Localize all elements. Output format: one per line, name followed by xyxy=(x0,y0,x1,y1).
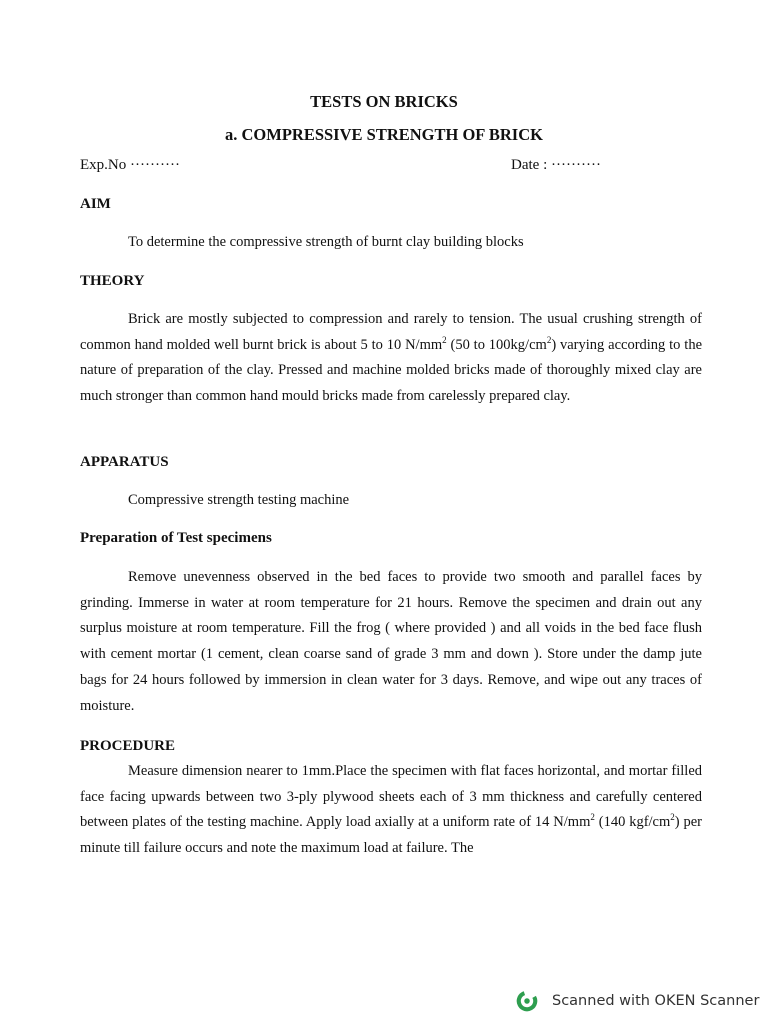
document-subtitle: a. COMPRESSIVE STRENGTH OF BRICK xyxy=(225,125,543,144)
theory-heading: THEORY xyxy=(80,273,145,289)
aim-heading: AIM xyxy=(80,196,111,212)
experiment-number: Exp.No ·········· xyxy=(80,157,180,173)
scanner-watermark xyxy=(516,990,759,1012)
theory-paragraph: Brick are mostly subjected to compression and rarely to tension. The usual crushing strength of common hand molded well burnt brick is about 5 to 10 $N/mm^2$ (50 to $100kg/cm^2$) varying according to the nature of preparation of the clay. Pressed and machine molded bricks made of thoroughly mixed clay are much stronger than common hand mould bricks made from carelessly prepared clay. xyxy=(80,311,703,405)
aim-text: To determine the compressive strength of burnt clay building blocks xyxy=(128,234,524,250)
experiment-date: Date : ·········· xyxy=(511,157,601,173)
apparatus-heading: APPARATUS xyxy=(80,454,169,470)
document-title: TESTS ON BRICKS xyxy=(310,92,458,111)
preparation-heading: Preparation of Test specimens xyxy=(80,530,272,546)
oken-logo-icon xyxy=(516,990,538,1012)
procedure-heading: PROCEDURE xyxy=(80,738,176,754)
apparatus-text: Compressive strength testing machine xyxy=(128,492,350,508)
procedure-paragraph: Measure dimension nearer to 1mm.Place the specimen with flat faces horizontal, and mortar filled face facing upwards between two 3-ply plywood sheets each of 3 mm thickness and carefully centered between plates of the testing machine. Apply load axially at a uniform rate of 14 $N/mm^2$ (140 kgf/$cm^2$) per minute till failure occurs and note the maximum load at failure. The xyxy=(80,763,703,857)
scanner-watermark-text: Scanned with OKEN Scanner xyxy=(552,993,760,1009)
preparation-paragraph: Remove unevenness observed in the bed faces to provide two smooth and parallel faces by grinding. Immerse in water at room temperature for 21 hours. Remove the specimen and drain out any surplus moisture at room temperature. Fill the frog ( where provided ) and all voids in the bed face flush with cement mortar (1 cement, clean coarse sand of grade 3 mm and down ). Store under the damp jute bags for 24 hours followed by immersion in clean water for 3 days. Remove, and wipe out any traces of moisture. xyxy=(80,569,702,714)
